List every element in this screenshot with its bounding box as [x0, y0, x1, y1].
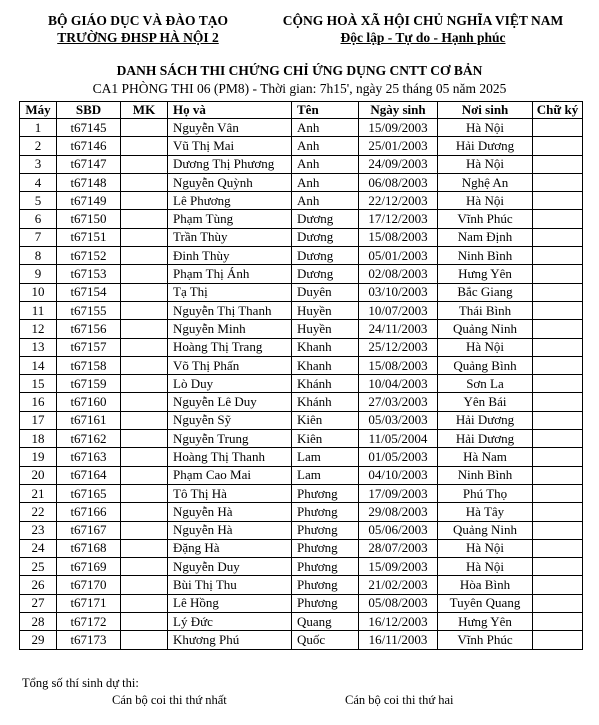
- university-name: TRƯỜNG ĐHSP HÀ NỘI 2: [57, 30, 219, 45]
- sbd-cell: t67149: [57, 192, 121, 210]
- surname-cell: Hoàng Thị Trang: [168, 338, 292, 356]
- table-row: [20, 247, 583, 265]
- machine-cell: 12: [20, 320, 57, 338]
- table-row: [20, 137, 583, 155]
- sbd-cell: t67166: [57, 503, 121, 521]
- mk-cell: [121, 558, 168, 576]
- mk-cell: [121, 594, 168, 612]
- sbd-cell: t67146: [57, 137, 121, 155]
- signature-cell: [533, 594, 583, 612]
- column-header-machine: Máy: [20, 102, 57, 119]
- machine-cell: 3: [20, 155, 57, 173]
- dob-cell: 16/11/2003: [359, 631, 438, 649]
- first-name-cell: Phương: [292, 576, 359, 594]
- signature-cell: [533, 539, 583, 557]
- table-row: [20, 503, 583, 521]
- mk-cell: [121, 265, 168, 283]
- birthplace-cell: Hà Nội: [438, 192, 533, 210]
- surname-cell: Lê Phương: [168, 192, 292, 210]
- table-header-row: [20, 102, 583, 119]
- dob-cell: 10/04/2003: [359, 375, 438, 393]
- first-name-cell: Phương: [292, 594, 359, 612]
- proctor2-label: Cán bộ coi thi thứ hai: [345, 693, 454, 707]
- machine-cell: 16: [20, 393, 57, 411]
- first-name-cell: Quốc: [292, 631, 359, 649]
- dob-cell: 21/02/2003: [359, 576, 438, 594]
- first-name-cell: Huyền: [292, 301, 359, 319]
- signature-cell: [533, 484, 583, 502]
- birthplace-cell: Ninh Bình: [438, 466, 533, 484]
- signature-cell: [533, 338, 583, 356]
- machine-cell: 18: [20, 430, 57, 448]
- table-row: [20, 320, 583, 338]
- birthplace-cell: Hà Nội: [438, 155, 533, 173]
- dob-cell: 05/08/2003: [359, 594, 438, 612]
- first-name-cell: Dương: [292, 265, 359, 283]
- signature-cell: [533, 466, 583, 484]
- dob-cell: 04/10/2003: [359, 466, 438, 484]
- signature-cell: [533, 613, 583, 631]
- machine-cell: 13: [20, 338, 57, 356]
- table-row: [20, 411, 583, 429]
- mk-cell: [121, 173, 168, 191]
- table-row: [20, 356, 583, 374]
- page-title: DANH SÁCH THI CHỨNG CHỈ ỨNG DỤNG CNTT CƠ BẢN: [116, 63, 483, 78]
- signature-cell: [533, 576, 583, 594]
- machine-cell: 11: [20, 301, 57, 319]
- machine-cell: 7: [20, 228, 57, 246]
- machine-cell: 23: [20, 521, 57, 539]
- sbd-cell: t67153: [57, 265, 121, 283]
- surname-cell: Đặng Hà: [168, 539, 292, 557]
- header-left: [18, 12, 258, 46]
- surname-cell: Nguyễn Duy: [168, 558, 292, 576]
- dob-cell: 28/07/2003: [359, 539, 438, 557]
- surname-cell: Lò Duy: [168, 375, 292, 393]
- column-header-sbd: SBD: [57, 102, 121, 119]
- dob-cell: 15/09/2003: [359, 119, 438, 137]
- surname-cell: Nguyễn Vân: [168, 119, 292, 137]
- birthplace-cell: Hà Nội: [438, 119, 533, 137]
- mk-cell: [121, 338, 168, 356]
- surname-cell: Hoàng Thị Thanh: [168, 448, 292, 466]
- sbd-cell: t67165: [57, 484, 121, 502]
- machine-cell: 2: [20, 137, 57, 155]
- signature-cell: [533, 320, 583, 338]
- first-name-cell: Khánh: [292, 393, 359, 411]
- sbd-cell: t67164: [57, 466, 121, 484]
- sbd-cell: t67159: [57, 375, 121, 393]
- table-row: [20, 521, 583, 539]
- table-row: [20, 338, 583, 356]
- dob-cell: 16/12/2003: [359, 613, 438, 631]
- sbd-cell: t67168: [57, 539, 121, 557]
- surname-cell: Nguyễn Hà: [168, 521, 292, 539]
- first-name-cell: Kiên: [292, 430, 359, 448]
- dob-cell: 24/11/2003: [359, 320, 438, 338]
- dob-cell: 15/09/2003: [359, 558, 438, 576]
- surname-cell: Tô Thị Hà: [168, 484, 292, 502]
- first-name-cell: Phương: [292, 521, 359, 539]
- surname-cell: Nguyễn Hà: [168, 503, 292, 521]
- machine-cell: 9: [20, 265, 57, 283]
- first-name-cell: Khánh: [292, 375, 359, 393]
- dob-cell: 03/10/2003: [359, 283, 438, 301]
- first-name-cell: Duyên: [292, 283, 359, 301]
- sbd-cell: t67170: [57, 576, 121, 594]
- sbd-cell: t67151: [57, 228, 121, 246]
- surname-cell: Khương Phú: [168, 631, 292, 649]
- machine-cell: 26: [20, 576, 57, 594]
- sbd-cell: t67150: [57, 210, 121, 228]
- mk-cell: [121, 247, 168, 265]
- column-header-signature: Chữ ký: [533, 102, 583, 119]
- first-name-cell: Phương: [292, 558, 359, 576]
- dob-cell: 15/08/2003: [359, 356, 438, 374]
- surname-cell: Dương Thị Phương: [168, 155, 292, 173]
- first-name-cell: Lam: [292, 448, 359, 466]
- birthplace-cell: Sơn La: [438, 375, 533, 393]
- machine-cell: 5: [20, 192, 57, 210]
- machine-cell: 17: [20, 411, 57, 429]
- first-name-cell: Dương: [292, 247, 359, 265]
- signature-cell: [533, 301, 583, 319]
- column-header-birthplace: Nơi sinh: [438, 102, 533, 119]
- birthplace-cell: Quảng Ninh: [438, 521, 533, 539]
- motto: Độc lập - Tự do - Hạnh phúc: [340, 30, 506, 45]
- signature-cell: [533, 210, 583, 228]
- signature-cell: [533, 430, 583, 448]
- birthplace-cell: Hải Dương: [438, 411, 533, 429]
- birthplace-cell: Hưng Yên: [438, 265, 533, 283]
- sbd-cell: t67156: [57, 320, 121, 338]
- sbd-cell: t67158: [57, 356, 121, 374]
- mk-cell: [121, 356, 168, 374]
- machine-cell: 29: [20, 631, 57, 649]
- table-row: [20, 576, 583, 594]
- birthplace-cell: Yên Bái: [438, 393, 533, 411]
- signature-cell: [533, 356, 583, 374]
- machine-cell: 24: [20, 539, 57, 557]
- mk-cell: [121, 521, 168, 539]
- first-name-cell: Anh: [292, 137, 359, 155]
- birthplace-cell: Thái Bình: [438, 301, 533, 319]
- birthplace-cell: Bắc Giang: [438, 283, 533, 301]
- sbd-cell: t67145: [57, 119, 121, 137]
- surname-cell: Lê Hồng: [168, 594, 292, 612]
- birthplace-cell: Hưng Yên: [438, 613, 533, 631]
- table-row: [20, 484, 583, 502]
- surname-cell: Trần Thùy: [168, 228, 292, 246]
- first-name-cell: Khanh: [292, 356, 359, 374]
- machine-cell: 21: [20, 484, 57, 502]
- surname-cell: Vũ Thị Mai: [168, 137, 292, 155]
- dob-cell: 17/09/2003: [359, 484, 438, 502]
- surname-cell: Tạ Thị: [168, 283, 292, 301]
- birthplace-cell: Hà Nội: [438, 539, 533, 557]
- sbd-cell: t67161: [57, 411, 121, 429]
- first-name-cell: Phương: [292, 484, 359, 502]
- dob-cell: 22/12/2003: [359, 192, 438, 210]
- sbd-cell: t67162: [57, 430, 121, 448]
- exam-session-info: CA1 PHÒNG THI 06 (PM8) - Thời gian: 7h15', ngày 25 tháng 05 năm 2025: [92, 81, 507, 96]
- machine-cell: 20: [20, 466, 57, 484]
- machine-cell: 28: [20, 613, 57, 631]
- mk-cell: [121, 320, 168, 338]
- signature-cell: [533, 192, 583, 210]
- table-row: [20, 155, 583, 173]
- signature-cell: [533, 631, 583, 649]
- surname-cell: Đinh Thùy: [168, 247, 292, 265]
- first-name-cell: Anh: [292, 155, 359, 173]
- surname-cell: Nguyễn Sỹ: [168, 411, 292, 429]
- signature-cell: [533, 228, 583, 246]
- mk-cell: [121, 119, 168, 137]
- birthplace-cell: Vĩnh Phúc: [438, 631, 533, 649]
- table-row: [20, 173, 583, 191]
- signature-cell: [533, 393, 583, 411]
- mk-cell: [121, 283, 168, 301]
- dob-cell: 11/05/2004: [359, 430, 438, 448]
- first-name-cell: Khanh: [292, 338, 359, 356]
- mk-cell: [121, 411, 168, 429]
- first-name-cell: Phương: [292, 539, 359, 557]
- birthplace-cell: Hà Tây: [438, 503, 533, 521]
- birthplace-cell: Quảng Ninh: [438, 320, 533, 338]
- birthplace-cell: Hà Nam: [438, 448, 533, 466]
- signature-cell: [533, 375, 583, 393]
- signature-cell: [533, 503, 583, 521]
- signature-cell: [533, 521, 583, 539]
- header-right: [258, 12, 588, 46]
- mk-cell: [121, 576, 168, 594]
- sbd-cell: t67172: [57, 613, 121, 631]
- mk-cell: [121, 430, 168, 448]
- table-row: [20, 448, 583, 466]
- surname-cell: Phạm Tùng: [168, 210, 292, 228]
- birthplace-cell: Nghệ An: [438, 173, 533, 191]
- mk-cell: [121, 192, 168, 210]
- signature-cell: [533, 448, 583, 466]
- mk-cell: [121, 228, 168, 246]
- surname-cell: Nguyễn Thị Thanh: [168, 301, 292, 319]
- signature-cell: [533, 265, 583, 283]
- birthplace-cell: Nam Định: [438, 228, 533, 246]
- dob-cell: 05/06/2003: [359, 521, 438, 539]
- surname-cell: Nguyễn Quỳnh: [168, 173, 292, 191]
- first-name-cell: Anh: [292, 119, 359, 137]
- dob-cell: 24/09/2003: [359, 155, 438, 173]
- dob-cell: 25/01/2003: [359, 137, 438, 155]
- mk-cell: [121, 448, 168, 466]
- sbd-cell: t67147: [57, 155, 121, 173]
- birthplace-cell: Hòa Bình: [438, 576, 533, 594]
- dob-cell: 05/03/2003: [359, 411, 438, 429]
- column-header-first-name: Tên: [292, 102, 359, 119]
- mk-cell: [121, 137, 168, 155]
- sbd-cell: t67157: [57, 338, 121, 356]
- surname-cell: Nguyễn Minh: [168, 320, 292, 338]
- surname-cell: Phạm Cao Mai: [168, 466, 292, 484]
- signature-cell: [533, 283, 583, 301]
- mk-cell: [121, 539, 168, 557]
- mk-cell: [121, 393, 168, 411]
- machine-cell: 22: [20, 503, 57, 521]
- sbd-cell: t67169: [57, 558, 121, 576]
- table-row: [20, 228, 583, 246]
- signature-cell: [533, 558, 583, 576]
- birthplace-cell: Quảng Bình: [438, 356, 533, 374]
- table-row: [20, 192, 583, 210]
- sbd-cell: t67152: [57, 247, 121, 265]
- mk-cell: [121, 484, 168, 502]
- first-name-cell: Huyền: [292, 320, 359, 338]
- dob-cell: 17/12/2003: [359, 210, 438, 228]
- first-name-cell: Dương: [292, 210, 359, 228]
- birthplace-cell: Phú Thọ: [438, 484, 533, 502]
- birthplace-cell: Vĩnh Phúc: [438, 210, 533, 228]
- proctor1-label: Cán bộ coi thi thứ nhất: [112, 693, 227, 707]
- dob-cell: 15/08/2003: [359, 228, 438, 246]
- first-name-cell: Lam: [292, 466, 359, 484]
- sbd-cell: t67148: [57, 173, 121, 191]
- table-row: [20, 631, 583, 649]
- dob-cell: 27/03/2003: [359, 393, 438, 411]
- sbd-cell: t67154: [57, 283, 121, 301]
- birthplace-cell: Ninh Bình: [438, 247, 533, 265]
- machine-cell: 27: [20, 594, 57, 612]
- first-name-cell: Phương: [292, 503, 359, 521]
- signature-cell: [533, 247, 583, 265]
- table-row: [20, 210, 583, 228]
- table-row: [20, 539, 583, 557]
- signature-cell: [533, 173, 583, 191]
- signature-cell: [533, 411, 583, 429]
- table-row: [20, 375, 583, 393]
- mk-cell: [121, 613, 168, 631]
- machine-cell: 10: [20, 283, 57, 301]
- sbd-cell: t67163: [57, 448, 121, 466]
- machine-cell: 4: [20, 173, 57, 191]
- mk-cell: [121, 210, 168, 228]
- first-name-cell: Anh: [292, 192, 359, 210]
- first-name-cell: Dương: [292, 228, 359, 246]
- dob-cell: 06/08/2003: [359, 173, 438, 191]
- sbd-cell: t67155: [57, 301, 121, 319]
- sbd-cell: t67171: [57, 594, 121, 612]
- dob-cell: 02/08/2003: [359, 265, 438, 283]
- dob-cell: 01/05/2003: [359, 448, 438, 466]
- machine-cell: 19: [20, 448, 57, 466]
- column-header-dob: Ngày sinh: [359, 102, 438, 119]
- table-row: [20, 283, 583, 301]
- table-row: [20, 466, 583, 484]
- mk-cell: [121, 631, 168, 649]
- surname-cell: Bùi Thị Thu: [168, 576, 292, 594]
- table-row: [20, 613, 583, 631]
- surname-cell: Võ Thị Phấn: [168, 356, 292, 374]
- machine-cell: 6: [20, 210, 57, 228]
- table-row: [20, 265, 583, 283]
- mk-cell: [121, 155, 168, 173]
- table-row: [20, 430, 583, 448]
- first-name-cell: Kiên: [292, 411, 359, 429]
- machine-cell: 25: [20, 558, 57, 576]
- mk-cell: [121, 503, 168, 521]
- sbd-cell: t67173: [57, 631, 121, 649]
- total-candidates-label: Tổng số thí sinh dự thi:: [22, 676, 139, 690]
- column-header-mk: MK: [121, 102, 168, 119]
- dob-cell: 10/07/2003: [359, 301, 438, 319]
- birthplace-cell: Hà Nội: [438, 558, 533, 576]
- birthplace-cell: Hải Dương: [438, 430, 533, 448]
- mk-cell: [121, 301, 168, 319]
- sbd-cell: t67160: [57, 393, 121, 411]
- surname-cell: Nguyễn Lê Duy: [168, 393, 292, 411]
- table-row: [20, 119, 583, 137]
- machine-cell: 8: [20, 247, 57, 265]
- dob-cell: 29/08/2003: [359, 503, 438, 521]
- candidate-table: [19, 101, 583, 650]
- signature-cell: [533, 119, 583, 137]
- surname-cell: Nguyễn Trung: [168, 430, 292, 448]
- table-row: [20, 301, 583, 319]
- ministry-name: BỘ GIÁO DỤC VÀ ĐÀO TẠO: [48, 13, 228, 28]
- signature-cell: [533, 137, 583, 155]
- mk-cell: [121, 375, 168, 393]
- birthplace-cell: Hải Dương: [438, 137, 533, 155]
- table-row: [20, 393, 583, 411]
- country-name: CỘNG HOÀ XÃ HỘI CHỦ NGHĨA VIỆT NAM: [282, 13, 564, 28]
- table-row: [20, 594, 583, 612]
- birthplace-cell: Hà Nội: [438, 338, 533, 356]
- surname-cell: Phạm Thị Ánh: [168, 265, 292, 283]
- table-row: [20, 558, 583, 576]
- birthplace-cell: Tuyên Quang: [438, 594, 533, 612]
- machine-cell: 14: [20, 356, 57, 374]
- column-header-surname: Họ và: [168, 102, 292, 119]
- mk-cell: [121, 466, 168, 484]
- sbd-cell: t67167: [57, 521, 121, 539]
- machine-cell: 1: [20, 119, 57, 137]
- signature-cell: [533, 155, 583, 173]
- dob-cell: 05/01/2003: [359, 247, 438, 265]
- surname-cell: Lý Đức: [168, 613, 292, 631]
- first-name-cell: Anh: [292, 173, 359, 191]
- machine-cell: 15: [20, 375, 57, 393]
- dob-cell: 25/12/2003: [359, 338, 438, 356]
- first-name-cell: Quang: [292, 613, 359, 631]
